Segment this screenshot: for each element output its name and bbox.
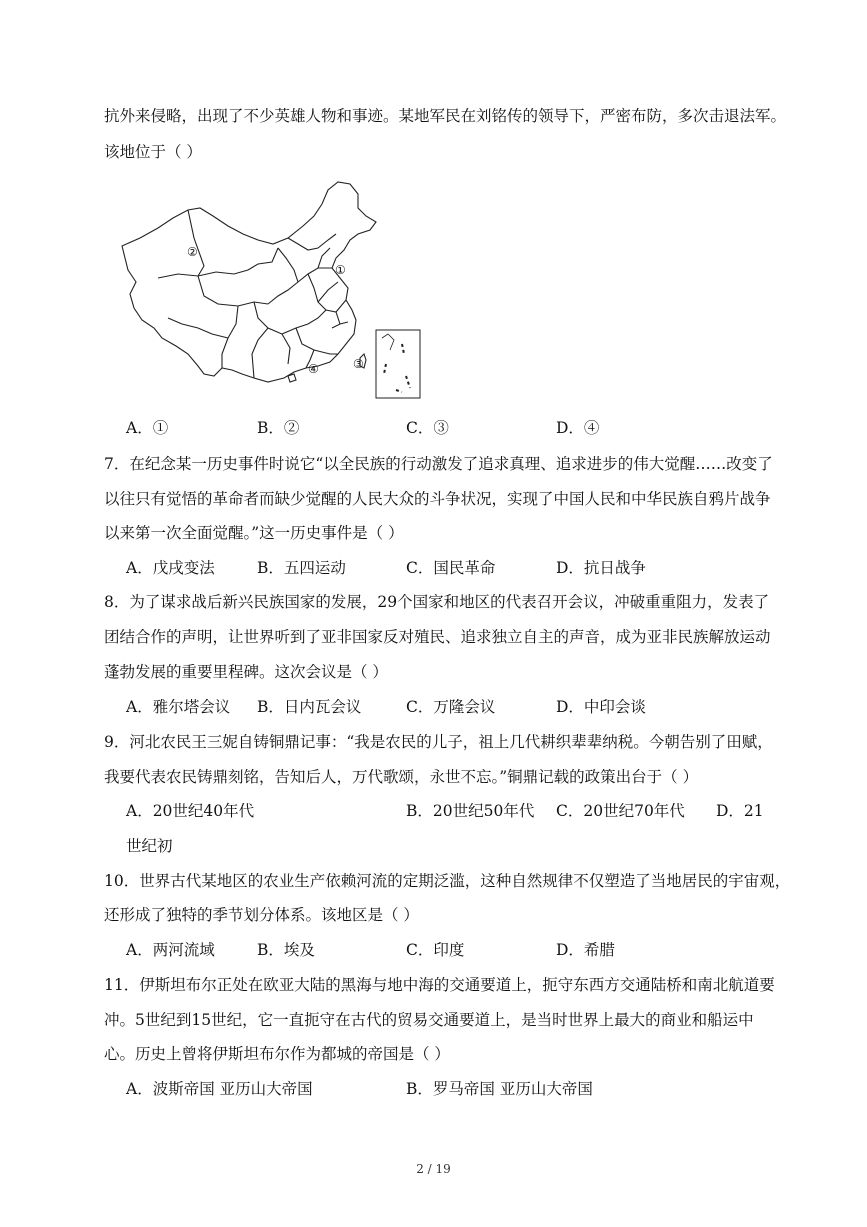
q9-stem-line-1: 9．河北农民王三妮自铸铜鼎记事：“我是农民的儿子，祖上几代耕织辈辈纳税。今朝告别了田赋， [104, 733, 773, 751]
q7-option-b[interactable]: B．五四运动 [257, 559, 346, 577]
q11-stem-line-3: 心。历史上曾将伊斯坦布尔作为都城的帝国是（ ） [104, 1045, 450, 1063]
map-marker-2: ② [187, 245, 198, 259]
page-number: 2 / 19 [416, 1162, 451, 1176]
q6-stem-line-2: 该地位于（ ） [104, 143, 202, 161]
q10-option-a[interactable]: A．两河流域 [126, 941, 215, 959]
map-marker-3: ③ [353, 357, 364, 371]
south-china-sea-inset [376, 330, 420, 398]
q6-option-c[interactable]: C．③ [406, 419, 449, 437]
q8-stem-line-3: 蓬勃发展的重要里程碑。这次会议是（ ） [104, 663, 388, 681]
q7-option-d[interactable]: D．抗日战争 [556, 559, 646, 577]
q8-option-c[interactable]: C．万隆会议 [406, 698, 496, 716]
q8-option-d[interactable]: D．中印会谈 [556, 698, 646, 716]
q8-option-b[interactable]: B．日内瓦会议 [257, 698, 362, 716]
q8-option-a[interactable]: A．雅尔塔会议 [126, 698, 231, 716]
china-province-map [118, 178, 428, 403]
q11-stem-line-2: 冲。5世纪到15世纪，它一直扼守在古代的贸易交通要道上，是当时世界上最大的商业和船运中 [104, 1011, 754, 1029]
q9-option-b[interactable]: B．20世纪50年代 [406, 802, 535, 820]
q7-stem-line-1: 7．在纪念某一历史事件时说它“以全民族的行动激发了追求真理、追求进步的伟大觉醒……改变了 [104, 455, 773, 473]
q6-option-d[interactable]: D．④ [556, 419, 600, 437]
q7-stem-line-2: 以往只有觉悟的革命者而缺少觉醒的人民大众的斗争状况，实现了中国人民和中华民族自鸦片战争 [104, 490, 771, 508]
q8-stem-line-1: 8．为了谋求战后新兴民族国家的发展，29个国家和地区的代表召开会议，冲破重重阻力，发表了 [104, 593, 770, 611]
q11-option-a[interactable]: A．波斯帝国 亚历山大帝国 [126, 1080, 313, 1098]
q6-option-b[interactable]: B．② [257, 419, 300, 437]
hainan-island [288, 374, 296, 382]
q9-stem-line-2: 我要代表农民铸鼎刻铭，告知后人，万代歌颂，永世不忘。”铜鼎记载的政策出台于（ ） [104, 768, 699, 786]
q9-option-d-continued: 世纪初 [126, 837, 173, 855]
q10-stem-line-2: 还形成了独特的季节划分体系。该地区是（ ） [104, 906, 419, 924]
q10-option-d[interactable]: D．希腊 [556, 941, 615, 959]
q11-option-b[interactable]: B．罗马帝国 亚历山大帝国 [406, 1080, 593, 1098]
q7-option-a[interactable]: A．戊戌变法 [126, 559, 215, 577]
q7-stem-line-3: 以来第一次全面觉醒。”这一历史事件是（ ） [104, 524, 404, 542]
map-marker-1: ① [335, 263, 346, 277]
q8-stem-line-2: 团结合作的声明，让世界听到了亚非国家反对殖民、追求独立自主的声音，成为亚非民族解放运动 [104, 628, 771, 646]
q11-stem-line-1: 11．伊斯坦布尔正处在欧亚大陆的黑海与地中海的交通要道上，扼守东西方交通陆桥和南北航道要 [104, 976, 775, 994]
q9-option-c[interactable]: C．20世纪70年代 [556, 802, 685, 820]
q10-option-c[interactable]: C．印度 [406, 941, 465, 959]
q6-option-a[interactable]: A．① [126, 419, 169, 437]
q10-stem-line-1: 10．世界古代某地区的农业生产依赖河流的定期泛滥，这种自然规律不仅塑造了当地居民的宇宙观， [104, 872, 791, 890]
q6-stem-line-1: 抗外来侵略，出现了不少英雄人物和事迹。某地军民在刘铭传的领导下，严密布防，多次击退法军。 [104, 107, 787, 125]
q10-option-b[interactable]: B．埃及 [257, 941, 315, 959]
q9-option-a[interactable]: A．20世纪40年代 [126, 802, 255, 820]
q9-option-d[interactable]: D．21 [716, 802, 764, 820]
map-marker-4: ④ [308, 362, 319, 376]
q7-option-c[interactable]: C．国民革命 [406, 559, 496, 577]
